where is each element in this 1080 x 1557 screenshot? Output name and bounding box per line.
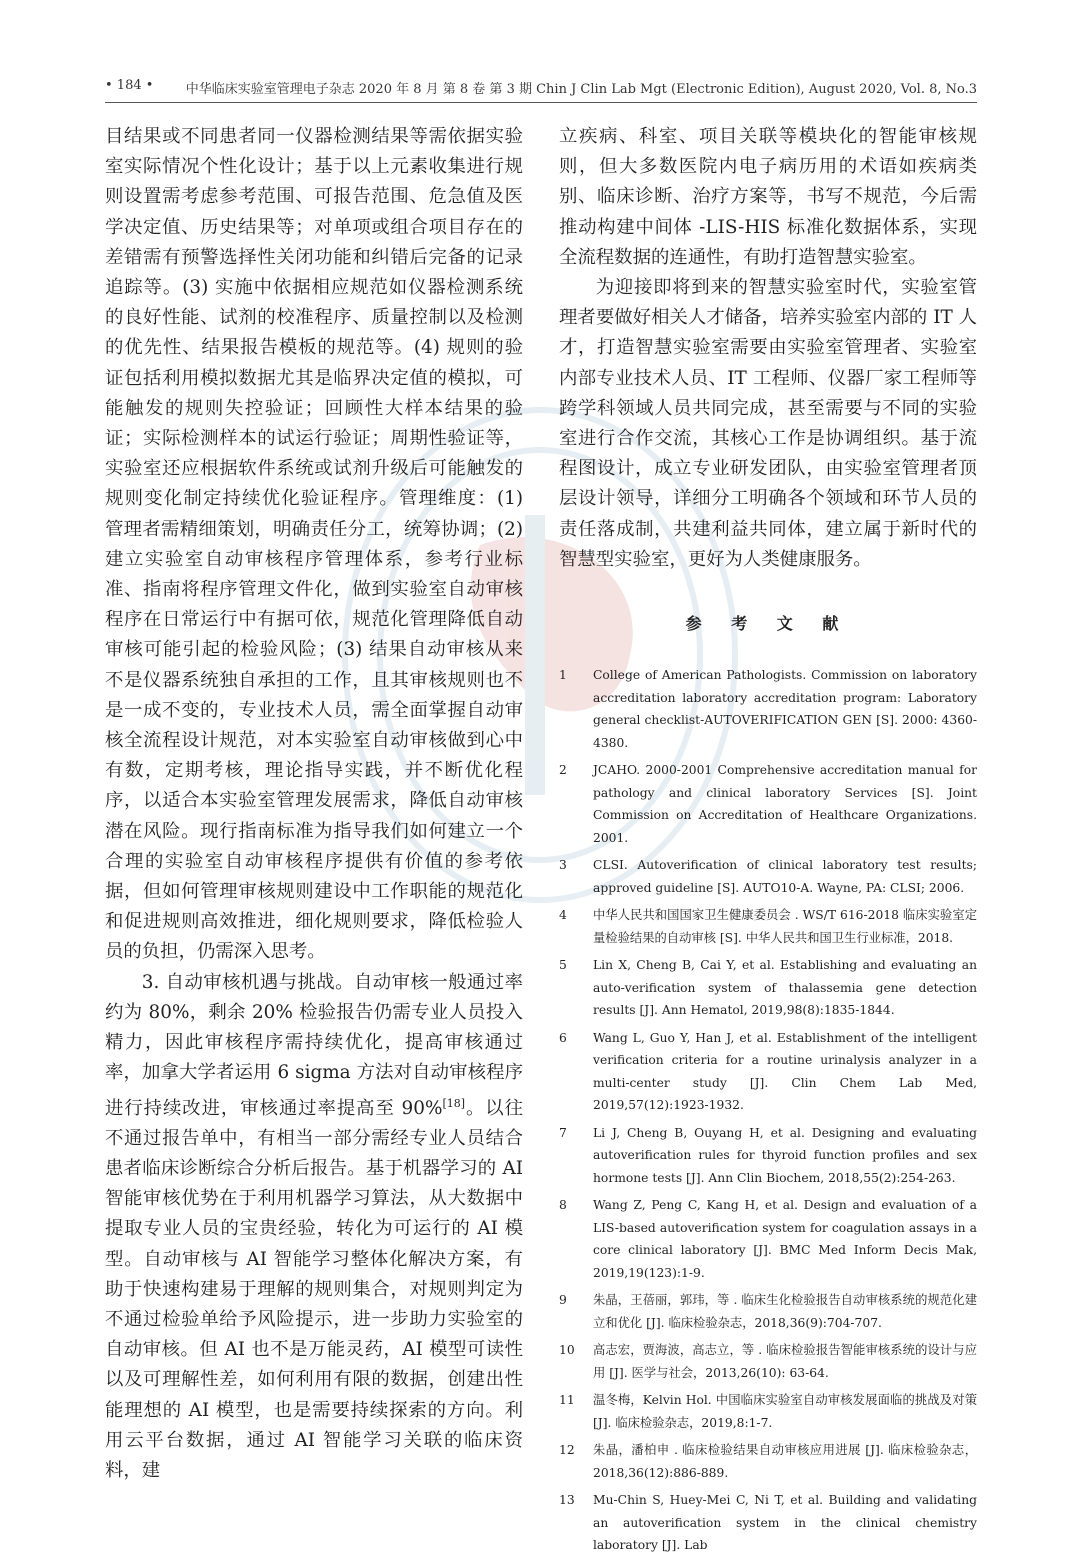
running-header: [105, 78, 977, 103]
reference-text: Li J, Cheng B, Ouyang H, et al. Designing and evaluating autoverification rules for thyroid function profiles and sex hormone tests [J]. Ann Clin Biochem, 2018,55(2):254-263.: [593, 1125, 977, 1185]
reference-item: [559, 904, 977, 949]
reference-text: JCAHO. 2000-2001 Comprehensive accreditation manual for pathology and clinical laboratory Services [S]. Joint Commission on Accreditation of Healthcare Organizations. 2001.: [593, 763, 977, 845]
reference-number: 12: [559, 1443, 575, 1458]
reference-number: 2: [559, 763, 567, 778]
reference-text: Wang L, Guo Y, Han J, et al. Establishment of the intelligent verification criteria for a routine urinalysis analyzer in a multi-center study [J]. Clin Chem Lab Med, 2019,57(12):1923-1932.: [593, 1030, 977, 1113]
reference-number: 1: [559, 668, 567, 683]
reference-text: Wang Z, Peng C, Kang H, et al. Design and evaluation of a LIS-based autoverification system for coagulation assays in a core clinical laboratory [J]. BMC Med Inform Decis Mak, 2019,19(123):1-9.: [593, 1198, 977, 1280]
body-paragraph: 为迎接即将到来的智慧实验室时代，实验室管理者要做好相关人才储备，培养实验室内部的 IT 人才，打造智慧实验室需要由实验室管理者、实验室内部专业技术人员、IT 工程师、仪器厂家工程师等跨学科领域人员共同完成，甚至需要与不同的实验室进行合作交流，其核心工作是协调组织。基于流程图设计，成立专业研发团队，由实验室管理者顶层设计领导，详细分工明确各个领域和环节人员的责任落成制，共建利益共同体，建立属于新时代的智慧型实验室，更好为人类健康服务。: [559, 277, 977, 570]
reference-text: CLSI. Autoverification of clinical laboratory test results; approved guideline [S]. AUTO10-A. Wayne, PA: CLSI; 2006.: [593, 858, 977, 895]
reference-item: [559, 854, 977, 899]
reference-text: Mu-Chin S, Huey-Mei C, Ni T, et al. Building and validating an autoverification system in the clinical chemistry laboratory [J]. Lab: [593, 1493, 977, 1553]
page-number: • 184 •: [105, 78, 154, 93]
reference-item: [559, 759, 977, 849]
reference-list: [559, 664, 977, 1557]
reference-item: [559, 1389, 977, 1434]
reference-number: 11: [559, 1393, 575, 1408]
journal-citation: 中华临床实验室管理电子杂志 2020 年 8 月 第 8 卷 第 3 期 Chin J Clin Lab Mgt (Electronic Edition), August 2020, Vol. 8, No.3: [185, 82, 977, 97]
body-paragraph: 立疾病、科室、项目关联等模块化的智能审核规则，但大多数医院内电子病历用的术语如疾病类别、临床诊断、治疗方案等，书写不规范，今后需推动构建中间体 -LIS-HIS 标准化数据体系，实现全流程数据的连通性，有助打造智慧实验室。: [559, 126, 977, 268]
reference-number: 8: [559, 1198, 567, 1213]
reference-item: [559, 1289, 977, 1334]
reference-item: [559, 1194, 977, 1284]
reference-item: [559, 664, 977, 754]
reference-number: 3: [559, 858, 567, 873]
body-paragraph: [105, 968, 523, 1487]
reference-text: 高志宏，贾海波，高志立，等 . 临床检验报告智能审核系统的设计与应用 [J]. 医学与社会，2013,26(10): 63-64.: [593, 1343, 977, 1380]
reference-number: 4: [559, 908, 567, 923]
right-column: [559, 122, 977, 1553]
reference-item: [559, 1489, 977, 1557]
reference-text: 朱晶，王蓓丽，郭玮，等 . 临床生化检验报告自动审核系统的规范化建立和优化 [J]. 临床检验杂志，2018,36(9):704-707.: [593, 1293, 977, 1330]
reference-item: [559, 1027, 977, 1117]
left-column: [105, 122, 523, 1482]
reference-text: 中华人民共和国国家卫生健康委员会 . WS/T 616-2018 临床实验室定量检验结果的自动审核 [S]. 中华人民共和国卫生行业标准，2018.: [593, 908, 977, 945]
reference-item: [559, 1339, 977, 1384]
reference-number: 6: [559, 1030, 567, 1045]
reference-text: College of American Pathologists. Commission on laboratory accreditation laboratory accreditation program: Laboratory general checklist-AUTOVERIFICATION GEN [S]. 2000: 4360-4380.: [593, 668, 977, 750]
reference-number: 13: [559, 1493, 575, 1508]
reference-number: 10: [559, 1343, 575, 1358]
reference-item: [559, 1122, 977, 1190]
paragraph-text: 3. 自动审核机遇与挑战。自动审核一般通过率约为 80%，剩余 20% 检验报告仍需专业人员投入精力，因此审核程序需持续优化，提高审核通过率，加拿大学者运用 6 sigma 方法对自动审核程序进行持续改进，审核通过率提高至 90%: [105, 971, 523, 1119]
body-paragraph: 目结果或不同患者同一仪器检测结果等需依据实验室实际情况个性化设计；基于以上元素收集进行规则设置需考虑参考范围、可报告范围、危急值及医学决定值、历史结果等；对单项或组合项目存在的差错需有预警选择性关闭功能和纠错后完备的记录追踪等。(3) 实施中依据相应规范如仪器检测系统的良好性能、试剂的校准程序、质量控制以及检测的优先性、结果报告模板的规范等。(4) 规则的验证包括利用模拟数据尤其是临界决定值的模拟，可能触发的规则失控验证；回顾性大样本结果的验证；实际检测样本的试运行验证；周期性验证等，实验室还应根据软件系统或试剂升级后可能触发的规则变化制定持续优化验证程序。管理维度：(1) 管理者需精细策划，明确责任分工，统筹协调；(2) 建立实验室自动审核程序管理体系，参考行业标准、指南将程序管理文件化，做到实验室自动审核程序在日常运行中有据可依，规范化管理降低自动审核可能引起的检验风险；(3) 结果自动审核从来不是仪器系统独自承担的工作，且其审核规则也不是一成不变的，专业技术人员，需全面掌握自动审核全流程设计规范，对本实验室自动审核做到心中有数，定期考核，理论指导实践，并不断优化程序，以适合本实验室管理发展需求，降低自动审核潜在风险。现行指南标准为指导我们如何建立一个合理的实验室自动审核程序提供有价值的参考依据，但如何管理审核规则建设中工作职能的规范化和促进规则高效推进，细化规则要求，降低检验人员的负担，仍需深入思考。: [105, 126, 523, 963]
reference-item: [559, 954, 977, 1022]
reference-text: 朱晶，潘柏申 . 临床检验结果自动审核应用进展 [J]. 临床检验杂志，2018,36(12):886-889.: [593, 1443, 977, 1480]
reference-number: 9: [559, 1293, 567, 1308]
reference-text: Lin X, Cheng B, Cai Y, et al. Establishing and evaluating an auto-verification system of thalassemia gene detection results [J]. Ann Hematol, 2019,98(8):1835-1844.: [593, 958, 977, 1018]
reference-text: 温冬梅，Kelvin Hol. 中国临床实验室自动审核发展面临的挑战及对策 [J]. 临床检验杂志，2019,8:1-7.: [593, 1393, 977, 1430]
reference-item: [559, 1439, 977, 1484]
reference-number: 7: [559, 1125, 567, 1140]
paragraph-text: 。以往不通过报告单中，有相当一部分需经专业人员结合患者临床诊断综合分析后报告。基于机器学习的 AI 智能审核优势在于利用机器学习算法，从大数据中提取专业人员的宝贵经验，转化为可运行的 AI 模型。自动审核与 AI 智能学习整体化解决方案，有助于快速构建易于理解的规则集合，对规则判定为不通过检验单给予风险提示，进一步助力实验室的自动审核。但 AI 也不是万能灵药，AI 模型可读性以及可理解性差，如何利用有限的数据，创建出性能理想的 AI 模型，也是需要持续探索的方向。利用云平台数据，通过 AI 智能学习关联的临床资料，建: [105, 1097, 523, 1482]
references-heading: 参 考 文 献: [685, 614, 851, 634]
reference-number: 5: [559, 958, 567, 973]
citation-marker: [18]: [442, 1096, 466, 1110]
